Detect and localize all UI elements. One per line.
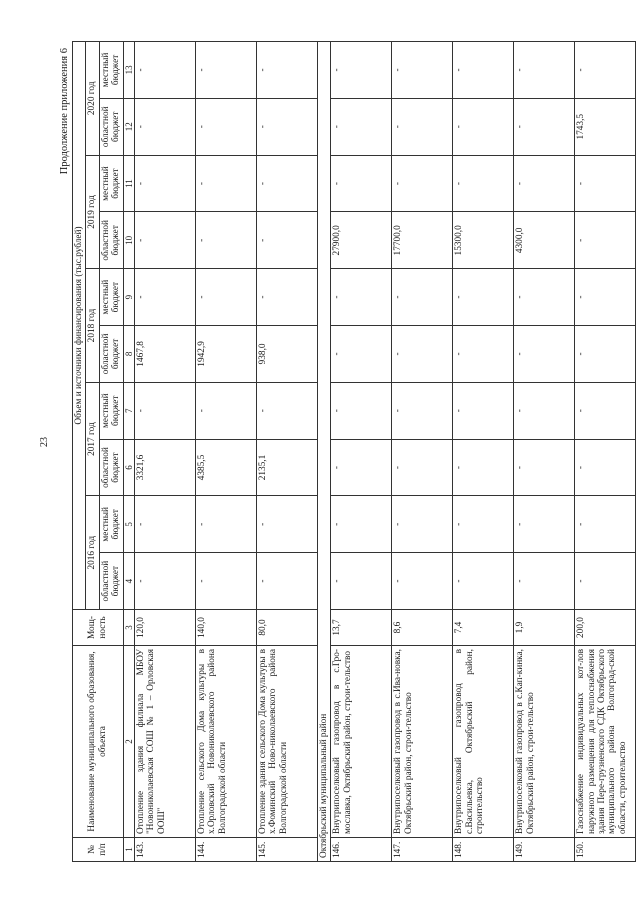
funding-value: - — [514, 382, 575, 439]
funding-value: - — [134, 41, 195, 98]
funding-value: 1467,8 — [134, 326, 195, 383]
funding-value: - — [256, 155, 317, 212]
funding-value: - — [514, 269, 575, 326]
header-year: 2020 год — [86, 41, 99, 155]
section-title: Октябрьский муниципальный район — [317, 41, 330, 861]
funding-value: - — [134, 269, 195, 326]
header-regional: областной бюджет — [99, 553, 123, 610]
funding-value: - — [331, 496, 392, 553]
funding-value: 4300,0 — [514, 212, 575, 269]
column-index: 1 — [123, 838, 134, 862]
object-name: Внутрипоселковый газопровод в с.Гро-мославка, Октябрьский район, строи-тельство — [331, 646, 392, 838]
funding-value: - — [256, 98, 317, 155]
funding-value: - — [575, 439, 636, 496]
column-index: 4 — [123, 553, 134, 610]
table-row — [195, 41, 256, 861]
funding-value: - — [134, 212, 195, 269]
funding-table — [72, 41, 636, 862]
funding-value: - — [256, 41, 317, 98]
row-number: 143. — [134, 838, 195, 862]
table-row — [134, 41, 195, 861]
funding-value: - — [195, 496, 256, 553]
power-value: 80,0 — [256, 610, 317, 646]
table-row — [331, 41, 392, 861]
header-power: Мощ-ность — [73, 610, 124, 646]
column-index: 8 — [123, 326, 134, 383]
power-value: 1,9 — [514, 610, 575, 646]
table-row — [514, 41, 575, 861]
funding-value: - — [514, 98, 575, 155]
funding-value: - — [392, 382, 453, 439]
funding-value: - — [331, 553, 392, 610]
funding-value: - — [134, 155, 195, 212]
table-row — [453, 41, 514, 861]
row-number: 146. — [331, 838, 392, 862]
funding-value: - — [575, 269, 636, 326]
funding-value: 17700,0 — [392, 212, 453, 269]
funding-value: - — [392, 155, 453, 212]
column-index: 5 — [123, 496, 134, 553]
funding-value: - — [331, 155, 392, 212]
funding-value: - — [514, 439, 575, 496]
funding-value: - — [575, 155, 636, 212]
column-index: 7 — [123, 382, 134, 439]
funding-value: - — [256, 212, 317, 269]
column-index-row — [123, 41, 134, 861]
header-year: 2018 год — [86, 269, 99, 383]
object-name: Отопление здания филиала МБОУ "Новониколаевская СОШ № 1 – Орловская ООШ" — [134, 646, 195, 838]
row-number: 144. — [195, 838, 256, 862]
funding-value: - — [453, 41, 514, 98]
funding-value: - — [514, 155, 575, 212]
header-local: местный бюджет — [99, 496, 123, 553]
funding-value: 27900,0 — [331, 212, 392, 269]
funding-value: - — [514, 496, 575, 553]
funding-value: - — [331, 41, 392, 98]
funding-value: - — [575, 41, 636, 98]
funding-value: - — [514, 41, 575, 98]
header-local: местный бюджет — [99, 41, 123, 98]
funding-value: - — [195, 382, 256, 439]
header-year: 2017 год — [86, 382, 99, 496]
page-number: 23 — [39, 437, 50, 447]
funding-value: - — [195, 553, 256, 610]
funding-value: - — [453, 439, 514, 496]
header-local: местный бюджет — [99, 155, 123, 212]
power-value: 13,7 — [331, 610, 392, 646]
header-funding: Объем и источники финансирования (тыс.рублей) — [73, 41, 86, 609]
funding-value: - — [392, 553, 453, 610]
funding-value: - — [453, 155, 514, 212]
funding-value: 1743,5 — [575, 98, 636, 155]
funding-value: - — [575, 496, 636, 553]
funding-value: - — [256, 496, 317, 553]
power-value: 7,4 — [453, 610, 514, 646]
header-regional: областной бюджет — [99, 98, 123, 155]
funding-value: - — [514, 553, 575, 610]
funding-value: - — [453, 269, 514, 326]
funding-value: - — [134, 382, 195, 439]
column-index: 2 — [123, 646, 134, 838]
funding-value: - — [331, 382, 392, 439]
funding-value: 4385,5 — [195, 439, 256, 496]
column-index: 12 — [123, 98, 134, 155]
funding-value: - — [392, 41, 453, 98]
header-no: № п/п — [73, 838, 124, 862]
column-index: 11 — [123, 155, 134, 212]
object-name: Внутрипоселковый газопровод в с.Ива-новка, Октябрьский район, строи-тельство — [392, 646, 453, 838]
funding-value: - — [134, 496, 195, 553]
header-year: 2016 год — [86, 496, 99, 610]
funding-value: 15300,0 — [453, 212, 514, 269]
funding-value: - — [195, 212, 256, 269]
table-row — [575, 41, 636, 861]
funding-value: - — [195, 41, 256, 98]
funding-value: - — [392, 496, 453, 553]
table-row — [392, 41, 453, 861]
funding-value: - — [195, 269, 256, 326]
funding-value: - — [256, 382, 317, 439]
funding-value: - — [392, 439, 453, 496]
object-name: Отопление здания сельского Дома культуры в х.Фоминский Ново-николаевского района Волгоградской области — [256, 646, 317, 838]
funding-value: - — [134, 98, 195, 155]
funding-value: - — [134, 553, 195, 610]
funding-value: - — [453, 382, 514, 439]
header-regional: областной бюджет — [99, 212, 123, 269]
funding-value: - — [453, 553, 514, 610]
funding-value: 2135,1 — [256, 439, 317, 496]
row-number: 145. — [256, 838, 317, 862]
funding-value: - — [331, 269, 392, 326]
funding-value: - — [331, 98, 392, 155]
funding-value: - — [256, 553, 317, 610]
funding-value: - — [392, 98, 453, 155]
header-regional: областной бюджет — [99, 326, 123, 383]
row-number: 147. — [392, 838, 453, 862]
column-index: 3 — [123, 610, 134, 646]
table-body — [134, 41, 635, 861]
funding-value: - — [331, 439, 392, 496]
funding-value: - — [195, 155, 256, 212]
column-index: 6 — [123, 439, 134, 496]
funding-value: - — [195, 98, 256, 155]
object-name: Отопление сельского Дома культуры в х.Орловский Новониколаевского района Волгоградской области — [195, 646, 256, 838]
table-row — [256, 41, 317, 861]
power-value: 200,0 — [575, 610, 636, 646]
power-value: 140,0 — [195, 610, 256, 646]
funding-value: - — [392, 269, 453, 326]
header-year: 2019 год — [86, 155, 99, 269]
funding-value: - — [331, 326, 392, 383]
column-index: 9 — [123, 269, 134, 326]
funding-value: 938,0 — [256, 326, 317, 383]
row-number: 150. — [575, 838, 636, 862]
object-name: Внутрипоселковый газопровод в с.Кап-кинка, Октябрьский район, строи-тельство — [514, 646, 575, 838]
object-name: Газоснабжение индивидуальных кот-лов наружного размещения для теплоснабжения здания Пере-грузненского СДК Октябрьского муниципального района Волгоград-ской области, строительство — [575, 646, 636, 838]
funding-value: - — [453, 496, 514, 553]
header-regional: областной бюджет — [99, 439, 123, 496]
header-name: Наименование муниципального образования, объекта — [73, 646, 124, 838]
row-number: 148. — [453, 838, 514, 862]
funding-value: - — [256, 269, 317, 326]
funding-value: - — [453, 98, 514, 155]
funding-value: - — [575, 382, 636, 439]
funding-value: 1942,9 — [195, 326, 256, 383]
funding-value: - — [575, 326, 636, 383]
object-name: Внутрипоселковый газопровод в с.Васильевка, Октябрьский район, строительство — [453, 646, 514, 838]
funding-value: - — [575, 212, 636, 269]
row-number: 149. — [514, 838, 575, 862]
column-index: 13 — [123, 41, 134, 98]
header-local: местный бюджет — [99, 382, 123, 439]
funding-value: - — [392, 326, 453, 383]
section-row — [317, 41, 330, 861]
funding-value: - — [575, 553, 636, 610]
column-index: 10 — [123, 212, 134, 269]
funding-value: - — [453, 326, 514, 383]
power-value: 8,6 — [392, 610, 453, 646]
continuation-note: Продолжение приложения 6 — [59, 48, 70, 175]
rotated-page — [58, 42, 628, 862]
header-local: местный бюджет — [99, 269, 123, 326]
funding-value: 3321,6 — [134, 439, 195, 496]
power-value: 120,0 — [134, 610, 195, 646]
funding-value: - — [514, 326, 575, 383]
